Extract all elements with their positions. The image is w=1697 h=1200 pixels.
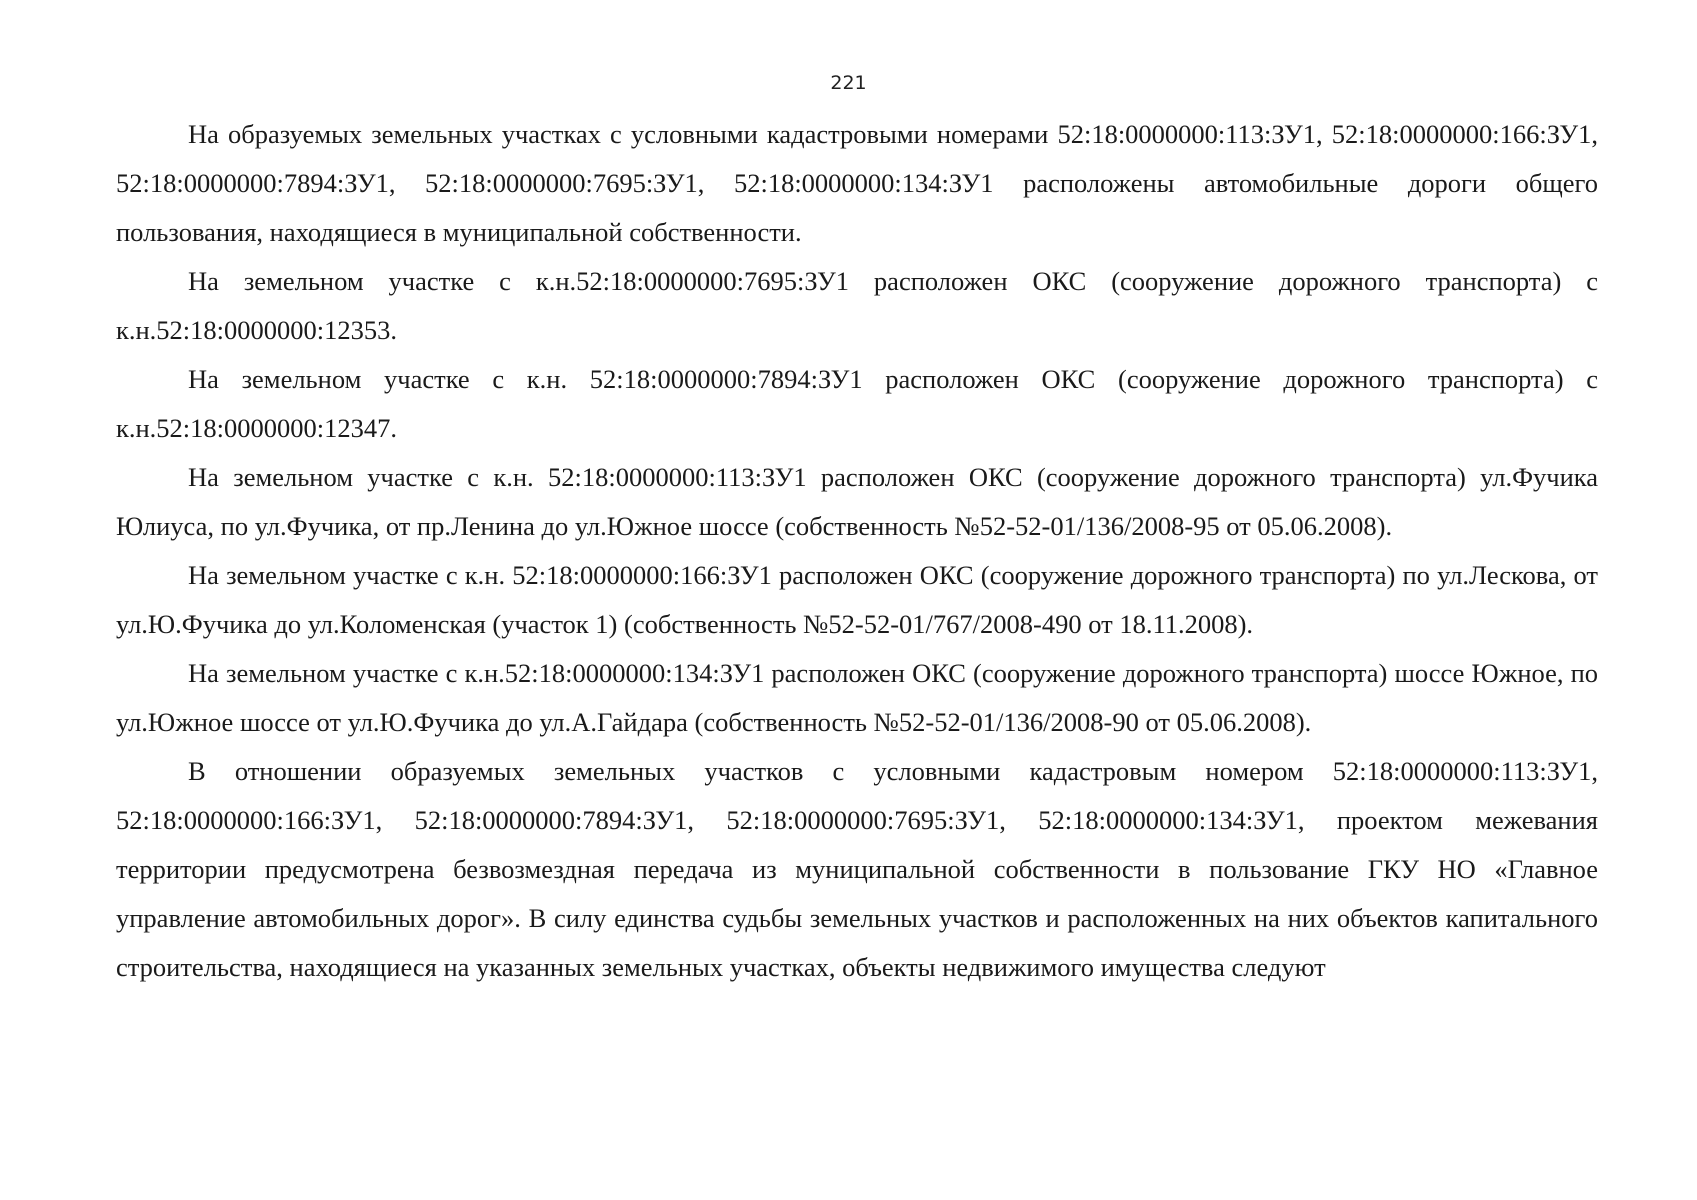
paragraph: В отношении образуемых земельных участков с условными кадастровым номером 52:18:0000000:113:ЗУ1, 52:18:0000000:166:ЗУ1, 52:18:0000000:7894:ЗУ1, 52:18:0000000:7695:ЗУ1, 52:18:0000000:134:ЗУ1, проектом межевания территории предусмотрена безвозмездная передача из муниципальной собственности в пользование ГКУ НО «Главное управление автомобильных дорог». В силу единства судьбы земельных участков и расположенных на них объектов капитального строительства, находящиеся на указанных земельных участках, объекты недвижимого имущества следуют [116,756,1598,982]
document-body [116,110,1598,992]
page-number: 221 [830,72,867,94]
paragraph: На земельном участке с к.н. 52:18:0000000:7894:ЗУ1 расположен ОКС (сооружение дорожного транспорта) с к.н.52:18:0000000:12347. [116,364,1598,443]
paragraph: На земельном участке с к.н.52:18:0000000:134:ЗУ1 расположен ОКС (сооружение дорожного транспорта) шоссе Южное, по ул.Южное шоссе от ул.Ю.Фучика до ул.А.Гайдара (собственность №52-52-01/136/2008-90 от 05.06.2008). [116,658,1598,737]
paragraph: На образуемых земельных участках с условными кадастровыми номерами 52:18:0000000:113:ЗУ1, 52:18:0000000:166:ЗУ1, 52:18:0000000:7894:ЗУ1, 52:18:0000000:7695:ЗУ1, 52:18:0000000:134:ЗУ1 расположены автомобильные дороги общего пользования, находящиеся в муниципальной собственности. [116,119,1598,247]
paragraph: На земельном участке с к.н. 52:18:0000000:166:ЗУ1 расположен ОКС (сооружение дорожного транспорта) по ул.Лескова, от ул.Ю.Фучика до ул.Коломенская (участок 1) (собственность №52-52-01/767/2008-490 от 18.11.2008). [116,560,1598,639]
paragraph: На земельном участке с к.н.52:18:0000000:7695:ЗУ1 расположен ОКС (сооружение дорожного транспорта) с к.н.52:18:0000000:12353. [116,266,1598,345]
paragraph: На земельном участке с к.н. 52:18:0000000:113:ЗУ1 расположен ОКС (сооружение дорожного транспорта) ул.Фучика Юлиуса, по ул.Фучика, от пр.Ленина до ул.Южное шоссе (собственность №52-52-01/136/2008-95 от 05.06.2008). [116,462,1598,541]
